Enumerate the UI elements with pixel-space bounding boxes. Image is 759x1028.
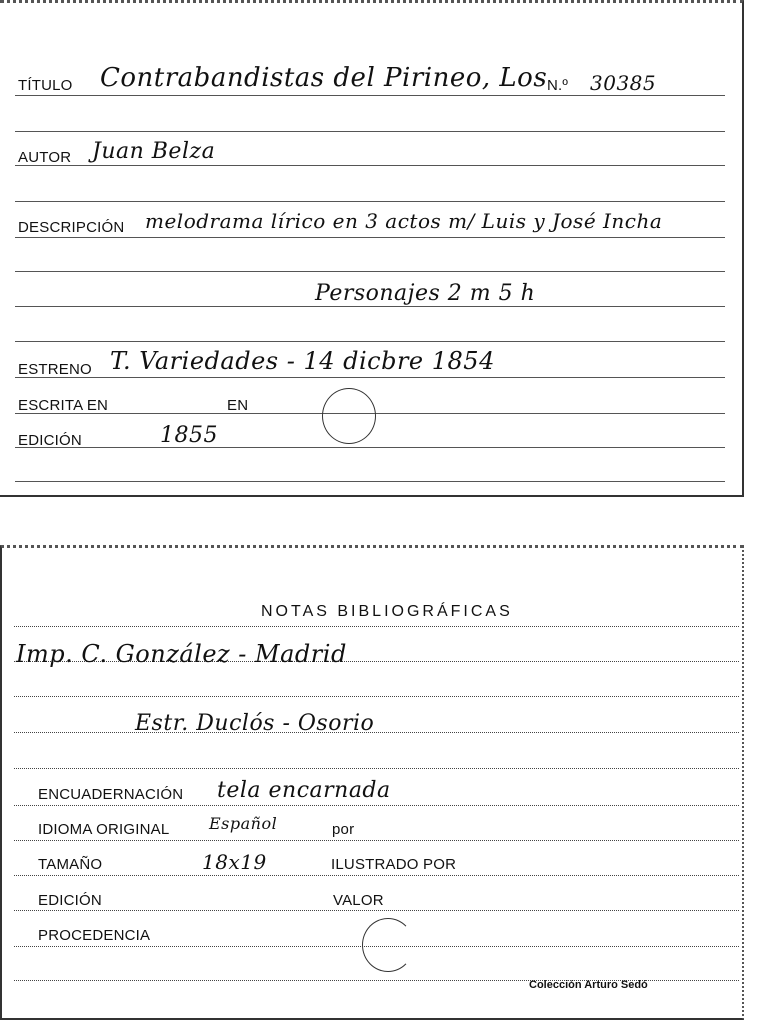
rule-line: [15, 237, 725, 238]
titulo-value: Contrabandistas del Pirineo, Los: [100, 63, 548, 93]
note-line-1: Imp. C. González - Madrid: [16, 640, 347, 668]
tamano-value: 18x19: [202, 850, 267, 874]
rule-line: [14, 840, 739, 841]
estreno-label: ESTRENO: [18, 361, 92, 378]
rule-line: [15, 341, 725, 342]
punch-hole: [362, 918, 414, 972]
rule-line: [14, 910, 739, 911]
autor-label: AUTOR: [18, 149, 72, 166]
por-label: por: [332, 821, 355, 838]
encuadernacion-label: ENCUADERNACIÓN: [38, 786, 184, 803]
catalog-card-bottom: [0, 545, 744, 1020]
descripcion-value: melodrama lírico en 3 actos m/ Luis y José Incha: [145, 209, 663, 233]
ilustrado-label: ILUSTRADO POR: [331, 856, 457, 873]
punch-hole: [322, 388, 376, 444]
rule-line: [14, 768, 739, 769]
edicion-label: EDICIÓN: [18, 432, 82, 449]
valor-label: VALOR: [333, 892, 384, 909]
descripcion-line2: Personajes 2 m 5 h: [315, 281, 536, 306]
rule-line: [15, 271, 725, 272]
edicion-label-bottom: EDICIÓN: [38, 892, 102, 909]
tamano-label: TAMAÑO: [38, 856, 103, 873]
rule-line: [15, 377, 725, 378]
rule-line: [15, 306, 725, 307]
en-label: EN: [227, 397, 249, 414]
rule-line: [15, 201, 725, 202]
notas-heading: NOTAS BIBLIOGRÁFICAS: [261, 603, 513, 620]
autor-value: Juan Belza: [92, 139, 216, 164]
note-line-2: Estr. Duclós - Osorio: [135, 711, 375, 736]
rule-line: [15, 131, 725, 132]
rule-line: [15, 447, 725, 448]
rule-line: [14, 805, 739, 806]
idioma-value: Español: [209, 814, 278, 833]
collection-credit: Colección Arturo Sedó: [529, 979, 648, 991]
rule-line: [15, 95, 725, 96]
rule-line: [14, 732, 739, 733]
rule-line: [15, 481, 725, 482]
idioma-label: IDIOMA ORIGINAL: [38, 821, 170, 838]
escrita-en-label: ESCRITA EN: [18, 397, 109, 414]
catalog-card-top: [0, 0, 744, 497]
rule-line: [14, 696, 739, 697]
encuadernacion-value: tela encarnada: [217, 778, 391, 803]
descripcion-label: DESCRIPCIÓN: [18, 219, 125, 236]
edicion-value: 1855: [160, 423, 218, 448]
rule-line: [14, 626, 739, 627]
rule-line: [15, 165, 725, 166]
numero-value: 30385: [590, 71, 657, 95]
rule-line: [14, 875, 739, 876]
numero-label: N.º: [547, 77, 569, 94]
titulo-label: TÍTULO: [18, 77, 73, 94]
estreno-value: T. Variedades - 14 dicbre 1854: [110, 347, 495, 375]
procedencia-label: PROCEDENCIA: [38, 927, 151, 944]
